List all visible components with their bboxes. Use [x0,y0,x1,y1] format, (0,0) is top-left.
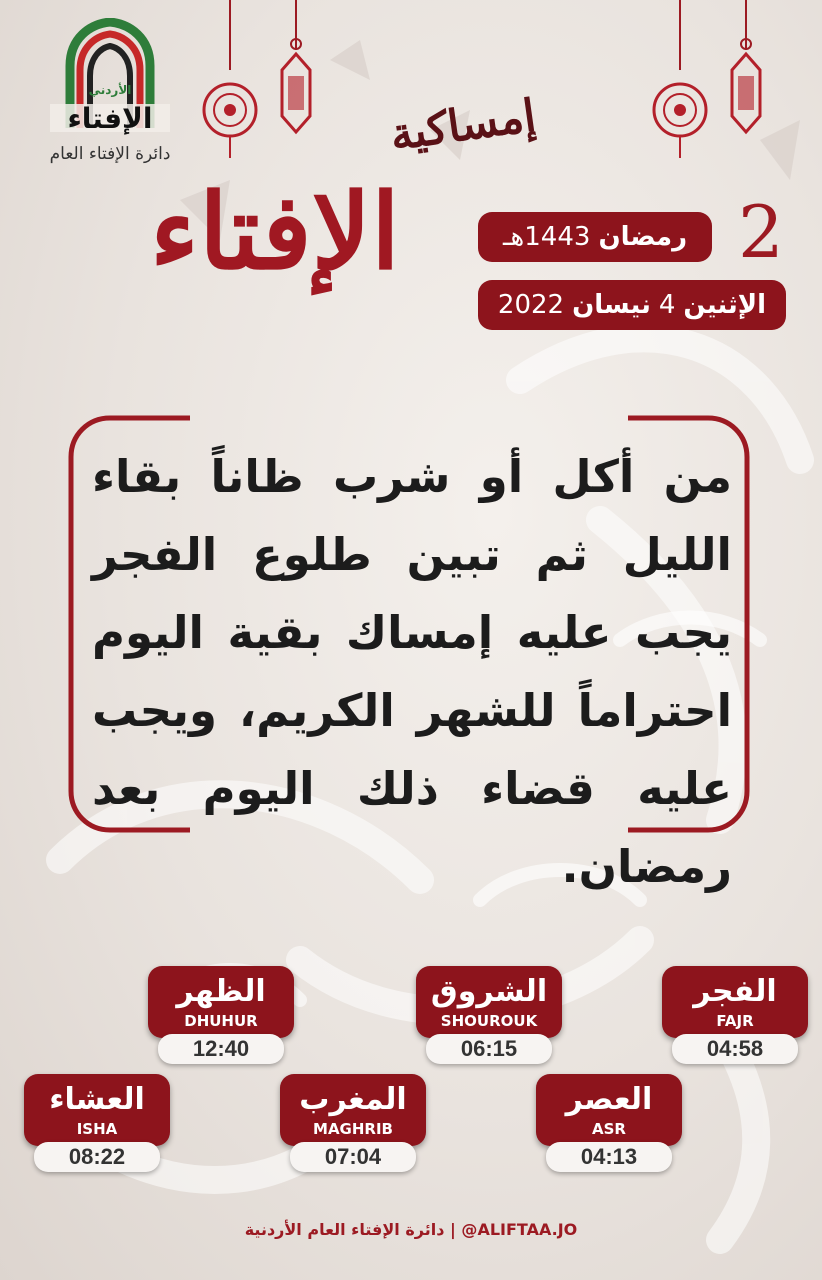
prayer-dhuhur [148,966,294,1070]
prayer-isha-ar: العشاء [49,1082,145,1117]
prayer-asr-en: ASR [592,1120,626,1138]
hijri-month: رمضان [598,222,688,252]
prayer-asr [536,1074,682,1178]
gregorian-weekday: الإثنين [683,290,767,320]
prayer-fajr-header [662,966,808,1038]
prayer-isha-en: ISHA [76,1120,118,1138]
prayer-fajr [662,966,808,1070]
ornament-icon [650,0,710,160]
prayer-shourouk-time: 06:15 [426,1034,552,1064]
prayer-fajr-time: 04:58 [672,1034,798,1064]
prayer-dhuhur-header [148,966,294,1038]
prayer-dhuhur-en: DHUHUR [184,1012,258,1030]
prayer-maghrib-time: 07:04 [290,1142,416,1172]
prayer-maghrib [280,1074,426,1178]
prayer-shourouk-header [416,966,562,1038]
prayer-maghrib-en: MAGHRIB [313,1120,393,1138]
prayer-shourouk-en: SHOUROUK [440,1012,538,1030]
prayer-maghrib-header [280,1074,426,1146]
svg-text:الأردني: الأردني [88,83,132,97]
prayer-asr-header [536,1074,682,1146]
logo [40,18,180,178]
prayer-isha [24,1074,170,1178]
gregorian-date-pill [478,280,786,330]
prayer-isha-time: 08:22 [34,1142,160,1172]
ornament-icon [200,0,260,160]
day-number: 2 [738,190,784,274]
gregorian-month: نيسان [572,290,651,320]
logo-arch-icon [40,18,180,142]
hijri-date-pill [478,212,712,262]
hijri-year: 1443هـ [502,222,591,252]
gregorian-year: 2022 [497,290,565,320]
lantern-icon [726,0,766,140]
verse-text: من أكل أو شرب ظاناً بقاء الليل ثم تبين طلوع الفجر يجب عليه إمساك بقية اليوم احتراماً للشهر الكريم، ويجب عليه قضاء ذلك اليوم بعد رمضان. [92,450,732,893]
logo-caption: دائرة الإفتاء العام [49,144,171,164]
gregorian-day: 4 [658,290,676,320]
prayer-maghrib-ar: المغرب [299,1082,407,1117]
footer: ALIFTAA.JO@ | دائرة الإفتاء العام الأردنية [244,1220,578,1239]
prayer-shourouk-ar: الشروق [430,974,548,1009]
prayer-asr-ar: العصر [565,1082,653,1117]
svg-text:الإفتاء: الإفتاء [67,102,153,135]
lantern-icon [276,0,316,140]
prayer-shourouk [416,966,562,1070]
prayer-fajr-ar: الفجر [693,974,777,1009]
prayer-fajr-en: FAJR [716,1012,754,1030]
title-big: الإفتاء [150,170,400,293]
prayer-dhuhur-ar: الظهر [176,974,266,1009]
prayer-asr-time: 04:13 [546,1142,672,1172]
prayer-dhuhur-time: 12:40 [158,1034,284,1064]
prayer-isha-header [24,1074,170,1146]
title-small: إمساكية [387,90,539,161]
